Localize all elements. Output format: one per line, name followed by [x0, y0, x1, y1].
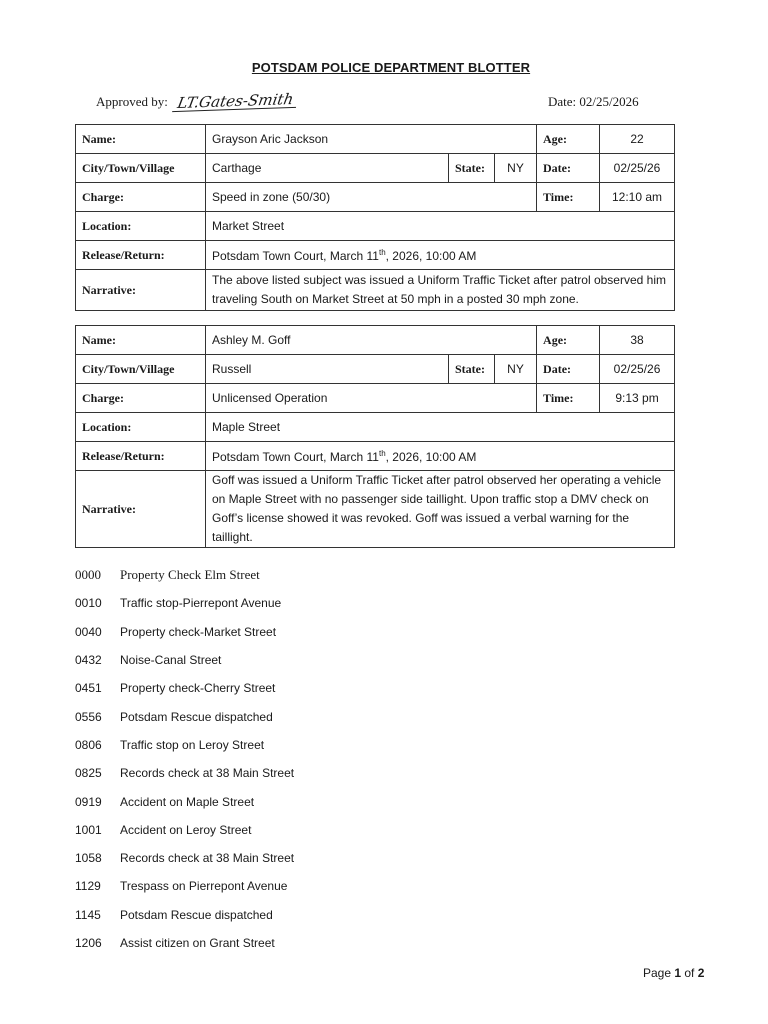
release-value: [206, 442, 675, 471]
log-entry: [75, 702, 294, 730]
charge-value: Speed in zone (50/30): [206, 183, 537, 212]
log-time: 0451: [75, 681, 102, 696]
narrative-value: Goff was issued a Uniform Traffic Ticket after patrol observed her operating a vehicle on Maple Street with no passenger side taillight. Upon traffic stop a DMV check on Goff’s license showed it was revoked. Goff was issued a verbal warning for the taillight.: [206, 471, 675, 548]
log-time: 0825: [75, 766, 102, 781]
log-entry: [75, 872, 294, 900]
city-value: Russell: [206, 355, 449, 384]
location-label: Location:: [76, 212, 206, 241]
time-label: Time:: [537, 183, 600, 212]
record-table-2: [75, 325, 675, 548]
location-row: [76, 413, 675, 442]
age-value: 22: [600, 125, 675, 154]
log-text: Potsdam Rescue dispatched: [120, 709, 273, 724]
charge-value: Unlicensed Operation: [206, 384, 537, 413]
narrative-value: The above listed subject was issued a Uniform Traffic Ticket after patrol observed him traveling South on Market Street at 50 mph in a posted 30 mph zone.: [206, 270, 675, 311]
log-text: Traffic stop on Leroy Street: [120, 737, 265, 752]
signature: LT.Gates-Smith: [172, 91, 299, 112]
log-entry: [75, 816, 294, 844]
log-time: 1206: [75, 936, 102, 950]
charge-row: [76, 384, 675, 413]
log-text: Trespass on Pierrepont Avenue: [120, 879, 288, 894]
log-text: Noise-Canal Street: [120, 653, 222, 668]
date-value: 02/25/26: [600, 355, 675, 384]
location-label: Location:: [76, 413, 206, 442]
state-label: State:: [449, 355, 495, 384]
page-total: 2: [697, 966, 705, 980]
log-entry: [75, 561, 294, 589]
log-entry: [75, 759, 294, 787]
log-time: 1129: [75, 879, 101, 894]
narrative-label: Narrative:: [76, 471, 206, 548]
date-value: 02/25/26: [600, 154, 675, 183]
log-time: 1145: [75, 907, 101, 922]
state-value: NY: [495, 355, 537, 384]
location-value: Maple Street: [206, 413, 675, 442]
location-row: [76, 212, 675, 241]
log-text: Property check-Market Street: [120, 624, 277, 639]
log-time: 0919: [75, 794, 102, 809]
log-text: Potsdam Rescue dispatched: [120, 907, 273, 922]
record-table-1: [75, 124, 675, 311]
charge-row: [76, 183, 675, 212]
name-value: Ashley M. Goff: [206, 326, 537, 355]
document-title: POTSDAM POLICE DEPARTMENT BLOTTER: [251, 60, 531, 75]
name-label: Name:: [76, 326, 206, 355]
city-label: City/Town/Village: [76, 355, 206, 384]
release-label: Release/Return:: [76, 442, 206, 471]
log-text: Accident on Leroy Street: [120, 822, 252, 837]
page-label: Page: [643, 966, 675, 980]
release-label: Release/Return:: [76, 241, 206, 270]
city-value: Carthage: [206, 154, 449, 183]
time-label: Time:: [537, 384, 600, 413]
log-entry: [75, 646, 294, 674]
log-text: Records check at 38 Main Street: [120, 766, 295, 781]
age-label: Age:: [537, 326, 600, 355]
blotter-date: Date: 02/25/2026: [548, 94, 639, 109]
charge-label: Charge:: [76, 183, 206, 212]
date-label: Date:: [537, 154, 600, 183]
name-value: Grayson Aric Jackson: [206, 125, 537, 154]
log-time: 0040: [75, 624, 102, 639]
narrative-row: [76, 471, 675, 548]
log-entry: [75, 731, 294, 759]
release-row: [76, 442, 675, 471]
log-time: 0806: [75, 737, 102, 752]
activity-log: [75, 561, 294, 957]
release-court-date: Potsdam Town Court, March 11: [212, 449, 379, 464]
log-time: 1001: [75, 822, 102, 837]
log-entry: [75, 844, 294, 872]
name-label: Name:: [76, 125, 206, 154]
log-text: Property Check Elm Street: [120, 567, 260, 583]
log-entry: [75, 929, 294, 957]
time-value: 12:10 am: [600, 183, 675, 212]
age-value: 38: [600, 326, 675, 355]
log-text: Assist citizen on Grant Street: [120, 936, 275, 950]
state-label: State:: [449, 154, 495, 183]
release-court-date: Potsdam Town Court, March 11: [212, 248, 379, 263]
approved-by: [96, 90, 297, 112]
log-text: Traffic stop-Pierrepont Avenue: [120, 596, 282, 611]
log-entry: [75, 901, 294, 929]
page-of: of: [681, 966, 698, 980]
city-label: City/Town/Village: [76, 154, 206, 183]
log-entry: [75, 674, 294, 702]
log-entry: [75, 589, 294, 617]
log-time: 0000: [75, 567, 101, 583]
release-row: [76, 241, 675, 270]
name-row: [76, 326, 675, 355]
city-row: [76, 154, 675, 183]
log-entry: [75, 787, 294, 815]
release-ordinal: th: [378, 247, 386, 257]
log-text: Property check-Cherry Street: [120, 681, 276, 696]
page-number: [643, 966, 704, 980]
name-row: [76, 125, 675, 154]
age-label: Age:: [537, 125, 600, 154]
date-label: Date:: [537, 355, 600, 384]
state-value: NY: [495, 154, 537, 183]
log-time: 0556: [75, 709, 102, 724]
narrative-row: [76, 270, 675, 311]
release-ordinal: th: [378, 448, 386, 458]
release-year-time: , 2026, 10:00 AM: [385, 248, 477, 263]
city-row: [76, 355, 675, 384]
time-value: 9:13 pm: [600, 384, 675, 413]
approved-by-label: Approved by:: [96, 93, 168, 109]
log-time: 0010: [75, 596, 102, 611]
log-entry: [75, 618, 294, 646]
release-year-time: , 2026, 10:00 AM: [385, 449, 477, 464]
log-text: Accident on Maple Street: [120, 794, 255, 809]
charge-label: Charge:: [76, 384, 206, 413]
log-time: 0432: [75, 653, 102, 668]
log-time: 1058: [75, 851, 102, 866]
page-current: 1: [674, 966, 682, 980]
location-value: Market Street: [206, 212, 675, 241]
log-text: Records check at 38 Main Street: [120, 851, 295, 866]
narrative-label: Narrative:: [76, 270, 206, 311]
release-value: [206, 241, 675, 270]
